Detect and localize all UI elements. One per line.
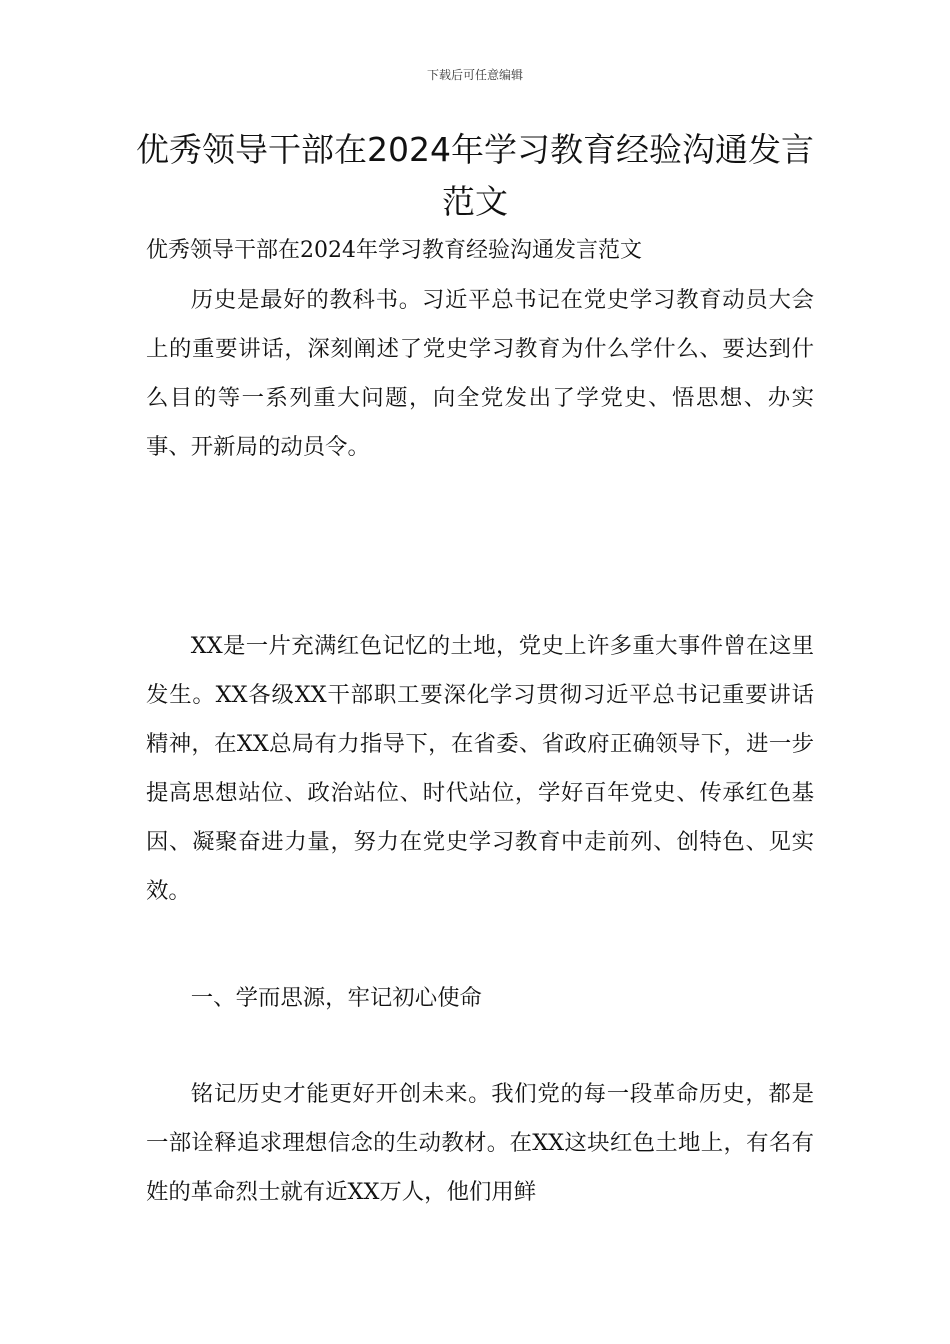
paragraph-history: 铭记历史才能更好开创未来。我们党的每一段革命历史，都是一部诠释追求理想信念的生动教材。在XX这块红色土地上，有名有姓的革命烈士就有近XX万人，他们用鲜 [146, 1081, 814, 1205]
section-heading: 一、学而思源，牢记初心使命 [190, 985, 482, 1011]
document-subtitle: 优秀领导干部在2024年学习教育经验沟通发言范文 [146, 238, 642, 263]
header-note: 下载后可任意编辑 [426, 68, 523, 82]
paragraph-intro: 历史是最好的教科书。习近平总书记在党史学习教育动员大会上的重要讲话，深刻阐述了党史学习教育为什么学什么、要达到什么目的等一系列重大问题，向全党发出了学党史、悟思想、办实事、开新局的动员令。 [146, 287, 814, 460]
document-title: 优秀领导干部在2024年学习教育经验沟通发言范文 [136, 130, 814, 221]
paragraph-region: XX是一片充满红色记忆的土地，党史上许多重大事件曾在这里发生。XX各级XX干部职工要深化学习贯彻习近平总书记重要讲话精神，在XX总局有力指导下，在省委、省政府正确领导下，进一步提高思想站位、政治站位、时代站位，学好百年党史、传承红色基因、凝聚奋进力量，努力在党史学习教育中走前列、创特色、见实效。 [146, 633, 814, 904]
